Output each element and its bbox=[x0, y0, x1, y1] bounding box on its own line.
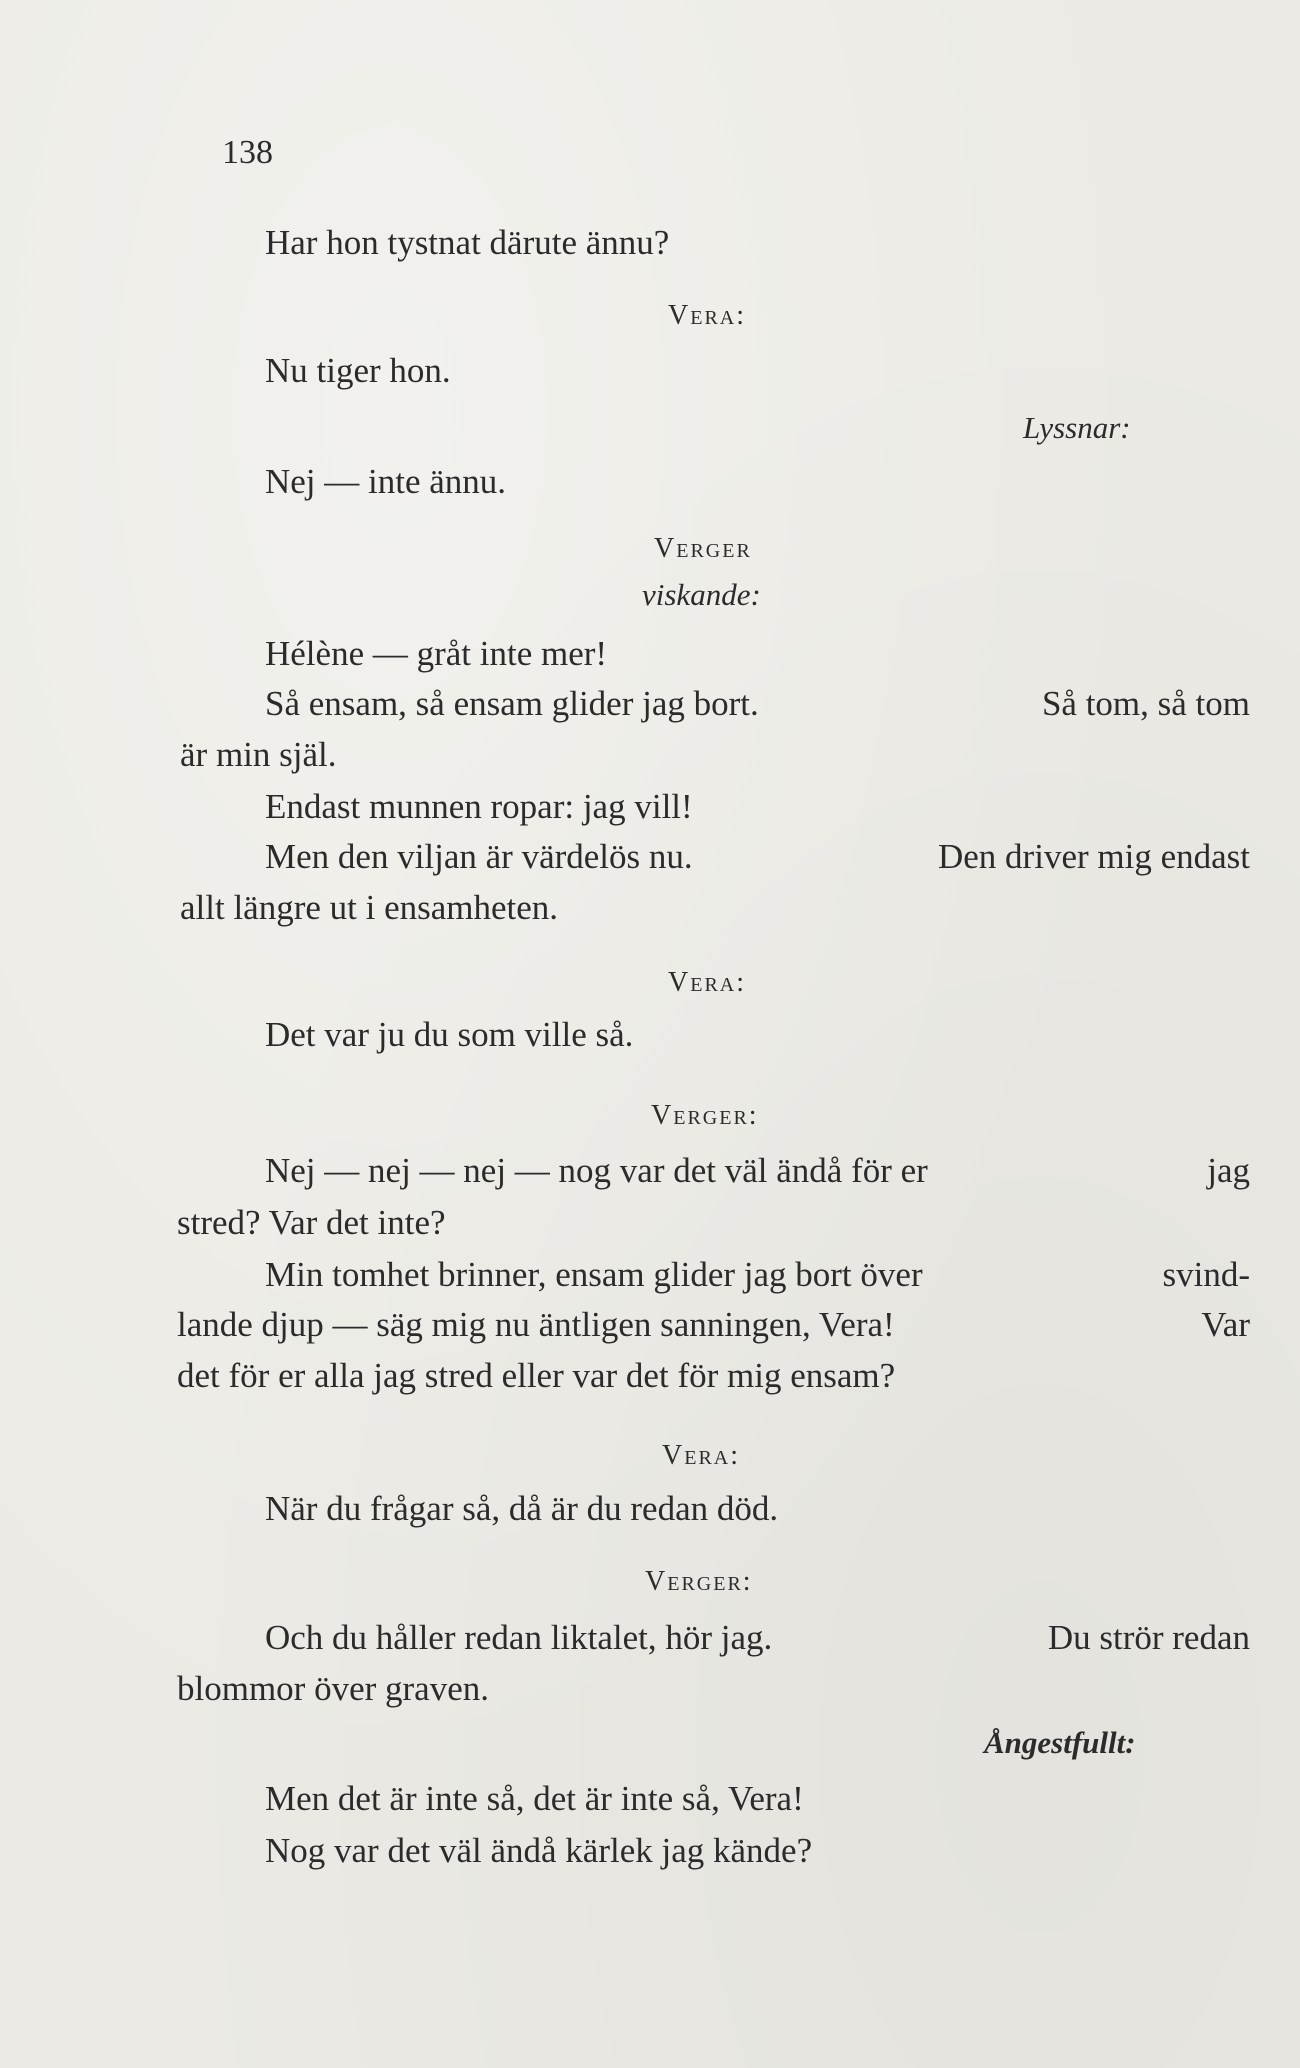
dialogue-line: Nej — inte ännu. bbox=[265, 462, 507, 501]
dialogue-line: det för er alla jag stred eller var det för mig ensam? bbox=[177, 1356, 896, 1395]
speaker-name: Vera: bbox=[668, 300, 746, 331]
stage-direction: viskande: bbox=[642, 577, 761, 612]
page-number: 138 bbox=[222, 134, 273, 171]
speaker-name: Verger: bbox=[651, 1100, 759, 1131]
dialogue-line: När du frågar så, då är du redan död. bbox=[265, 1489, 779, 1528]
stage-direction: Lyssnar: bbox=[1023, 410, 1131, 445]
line-text: Du strör redan bbox=[1047, 1618, 1250, 1657]
speaker-name: Verger bbox=[654, 533, 752, 564]
dialogue-line: Det var ju du som ville så. bbox=[265, 1015, 634, 1054]
speaker-name: Vera: bbox=[668, 967, 746, 998]
dialogue-line: Hélène — gråt inte mer! bbox=[265, 634, 608, 673]
line-text: Så tom, så tom bbox=[1041, 684, 1250, 723]
dialogue-line: allt längre ut i ensamheten. bbox=[180, 888, 559, 927]
line-text: lande djup — säg mig nu äntligen sanningen, Vera! bbox=[177, 1305, 895, 1344]
line-text: Men den viljan är värdelös nu. bbox=[265, 837, 693, 876]
line-text: Nej — nej — nej — nog var det väl ändå för er bbox=[265, 1151, 928, 1190]
dialogue-line bbox=[265, 1257, 1250, 1292]
dialogue-line: stred? Var det inte? bbox=[177, 1203, 446, 1242]
line-text: svind- bbox=[1162, 1255, 1250, 1294]
dialogue-line: är min själ. bbox=[180, 735, 337, 774]
dialogue-line: Nog var det väl ändå kärlek jag kände? bbox=[265, 1831, 813, 1870]
speaker-name: Verger: bbox=[645, 1566, 753, 1597]
line-text: Den driver mig endast bbox=[938, 837, 1250, 876]
stage-direction: Ångestfullt: bbox=[984, 1725, 1136, 1760]
dialogue-line bbox=[265, 1153, 1250, 1188]
line-text: Min tomhet brinner, ensam glider jag bort över bbox=[265, 1255, 923, 1294]
dialogue-line: Nu tiger hon. bbox=[265, 351, 451, 390]
line-text: Och du håller redan liktalet, hör jag. bbox=[265, 1618, 773, 1657]
dialogue-line: blommor över graven. bbox=[177, 1669, 489, 1708]
speaker-name: Vera: bbox=[662, 1440, 740, 1471]
dialogue-line bbox=[177, 1307, 1250, 1342]
dialogue-line bbox=[265, 686, 1250, 721]
dialogue-line: Endast munnen ropar: jag vill! bbox=[265, 787, 693, 826]
dialogue-line bbox=[265, 1620, 1250, 1655]
line-text: Så ensam, så ensam glider jag bort. bbox=[265, 684, 759, 723]
line-text: Var bbox=[1201, 1305, 1250, 1344]
dialogue-line bbox=[265, 839, 1250, 874]
dialogue-line: Har hon tystnat därute ännu? bbox=[265, 223, 670, 262]
dialogue-line: Men det är inte så, det är inte så, Vera! bbox=[265, 1779, 804, 1818]
line-text: jag bbox=[1207, 1151, 1250, 1190]
